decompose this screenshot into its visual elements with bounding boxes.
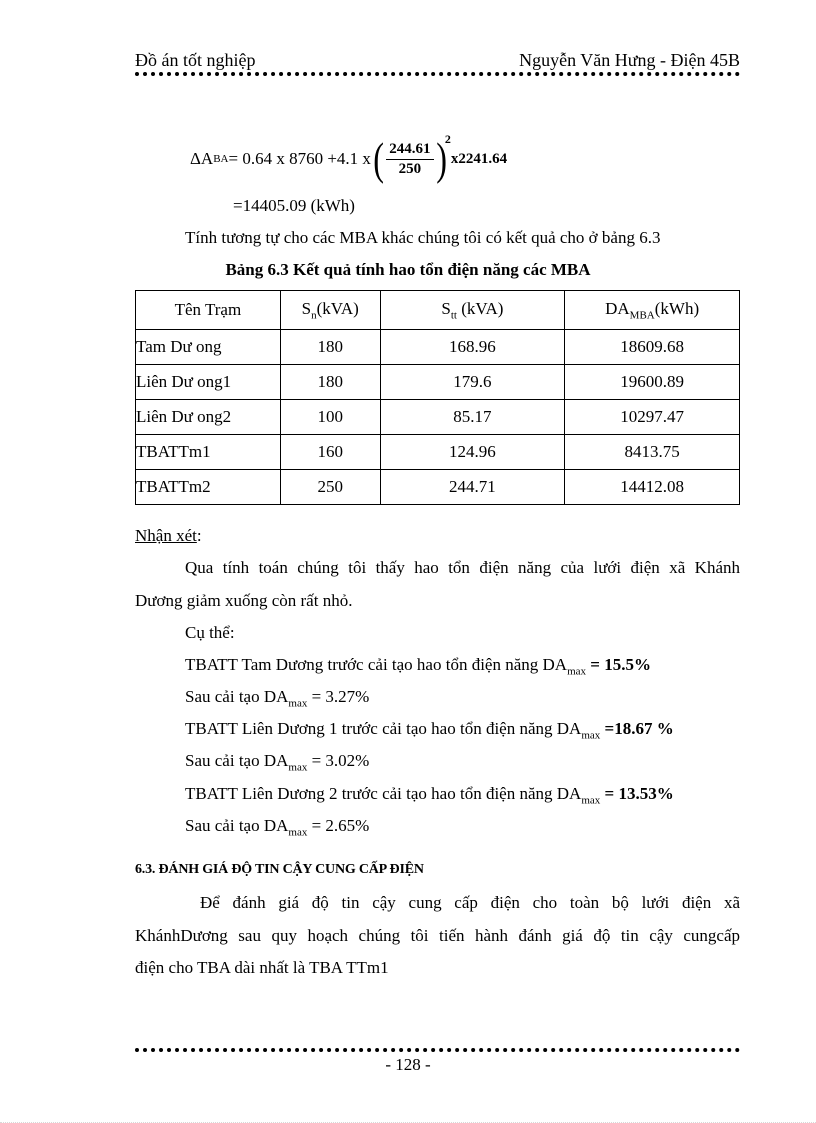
formula-tail: x2241.64 <box>450 150 508 167</box>
remark-item-text: TBATT Liên Dương 2 trước cải tạo hao tổn điện năng DA <box>185 784 582 803</box>
cell-sn: 180 <box>280 365 380 400</box>
cell-stt: 124.96 <box>380 435 565 470</box>
remark-item-sub: max <box>288 761 308 774</box>
table-row <box>136 470 740 505</box>
transformer-loss-table <box>135 290 740 505</box>
remark-item-sub: max <box>288 697 308 710</box>
remark-item-value: = 15.5% <box>586 655 651 674</box>
section-para-line1: Để đánh giá độ tin cậy cung cấp điện cho toàn bộ lưới điện xã <box>200 893 740 912</box>
remarks-para-line1: Qua tính toán chúng tôi thấy hao tổn điện năng của lưới điện xã Khánh <box>185 558 740 577</box>
header-stt-sub: tt <box>450 309 457 322</box>
remarks-heading-colon: : <box>196 526 202 545</box>
remark-item-value: = 13.53% <box>600 784 674 803</box>
table-row <box>136 365 740 400</box>
header-author: Nguyễn Văn Hưng - Điện 45B <box>519 50 740 70</box>
table-row <box>136 435 740 470</box>
cell-station: TBATTm1 <box>136 435 281 470</box>
cell-station: Liên Dư ong2 <box>136 400 281 435</box>
header-sn-unit: (kVA) <box>316 298 359 318</box>
header-sn-base: S <box>301 298 312 318</box>
remark-item-text: TBATT Liên Dương 1 trước cải tạo hao tổn điện năng DA <box>185 719 582 738</box>
remark-item-sub: max <box>288 826 308 839</box>
left-paren: ( <box>373 133 384 184</box>
footer-divider <box>135 1048 740 1052</box>
cell-station: TBATTm2 <box>136 470 281 505</box>
remark-item-sub: max <box>581 729 601 742</box>
header-da-base: DA <box>605 298 630 318</box>
intro-text: Tính tương tự cho các MBA khác chúng tôi có kết quả cho ở bảng 6.3 <box>185 228 661 247</box>
table-row <box>136 330 740 365</box>
cell-da: 19600.89 <box>565 365 740 400</box>
cell-stt: 179.6 <box>380 365 565 400</box>
cell-sn: 160 <box>280 435 380 470</box>
remark-item-text: Sau cải tạo DA <box>185 687 289 706</box>
header-divider <box>135 72 740 76</box>
remarks-heading <box>135 526 202 546</box>
cell-sn: 100 <box>280 400 380 435</box>
remark-item-sub: max <box>567 665 587 678</box>
formula-part1: = 0.64 x 8760 +4.1 x <box>228 149 371 168</box>
header-da <box>565 291 740 330</box>
section-title: 6.3. ĐÁNH GIÁ ĐỘ TIN CẬY CUNG CẤP ĐIỆN <box>135 862 424 877</box>
cell-stt: 85.17 <box>380 400 565 435</box>
section-para-line3: điện cho TBA dài nhất là TBA TTm1 <box>135 958 389 977</box>
header-station <box>136 291 281 330</box>
fraction-numerator: 244.61 <box>386 140 433 160</box>
header-sn-sub: n <box>311 309 317 322</box>
remarks-para-line2: Dương giảm xuống còn rất nhỏ. <box>135 591 353 610</box>
table-header-row <box>136 291 740 330</box>
cell-da: 8413.75 <box>565 435 740 470</box>
header-da-sub: MBA <box>629 309 655 322</box>
header-stt-unit: (kVA) <box>457 298 504 318</box>
remark-item <box>185 655 651 677</box>
remark-item-text: Sau cải tạo DA <box>185 816 289 835</box>
cell-stt: 244.71 <box>380 470 565 505</box>
formula-fraction <box>386 140 433 179</box>
cell-da: 14412.08 <box>565 470 740 505</box>
remark-item <box>185 816 369 838</box>
header-da-unit: (kWh) <box>654 298 700 318</box>
page-number: - 128 - <box>385 1055 431 1074</box>
remark-item-value: = 3.27% <box>307 687 370 706</box>
remarks-specific: Cụ thể: <box>185 623 235 642</box>
cell-da: 10297.47 <box>565 400 740 435</box>
table-caption: Bảng 6.3 Kết quả tính hao tổn điện năng các MBA <box>225 260 591 279</box>
table-row <box>136 400 740 435</box>
remark-item-text: Sau cải tạo DA <box>185 751 289 770</box>
section-para-line2: KhánhDương sau quy hoạch chúng tôi tiến hành đánh giá độ tin cậy cungcấp <box>135 926 740 945</box>
remark-item-value: = 2.65% <box>307 816 370 835</box>
header-left-title: Đồ án tốt nghiệp <box>135 50 256 70</box>
remarks-heading-label: Nhận xét <box>135 526 197 545</box>
remark-item-text: TBATT Tam Dương trước cải tạo hao tổn điện năng DA <box>185 655 568 674</box>
remark-item <box>185 784 674 806</box>
cell-stt: 168.96 <box>380 330 565 365</box>
remark-item <box>185 719 674 741</box>
cell-sn: 180 <box>280 330 380 365</box>
cell-da: 18609.68 <box>565 330 740 365</box>
header-sn <box>280 291 380 330</box>
cell-sn: 250 <box>280 470 380 505</box>
cell-station: Liên Dư ong1 <box>136 365 281 400</box>
remark-item <box>185 751 369 773</box>
formula-result: =14405.09 (kWh) <box>233 196 355 215</box>
remark-item-sub: max <box>581 794 601 807</box>
header-stt-base: S <box>441 298 451 318</box>
loss-formula <box>190 131 508 184</box>
fraction-denominator: 250 <box>398 160 422 177</box>
remark-item-value: =18.67 % <box>600 719 674 738</box>
right-paren: ) <box>435 133 447 184</box>
header-stt <box>380 291 565 330</box>
formula-exponent: 2 <box>444 131 451 146</box>
formula-lhs: ΔA <box>190 149 214 168</box>
remark-item <box>185 687 369 709</box>
cell-station: Tam Dư ong <box>136 330 281 365</box>
remark-item-value: = 3.02% <box>307 751 370 770</box>
header-station-label: Tên Trạm <box>174 300 242 319</box>
formula-lhs-sub: BA <box>213 153 229 165</box>
